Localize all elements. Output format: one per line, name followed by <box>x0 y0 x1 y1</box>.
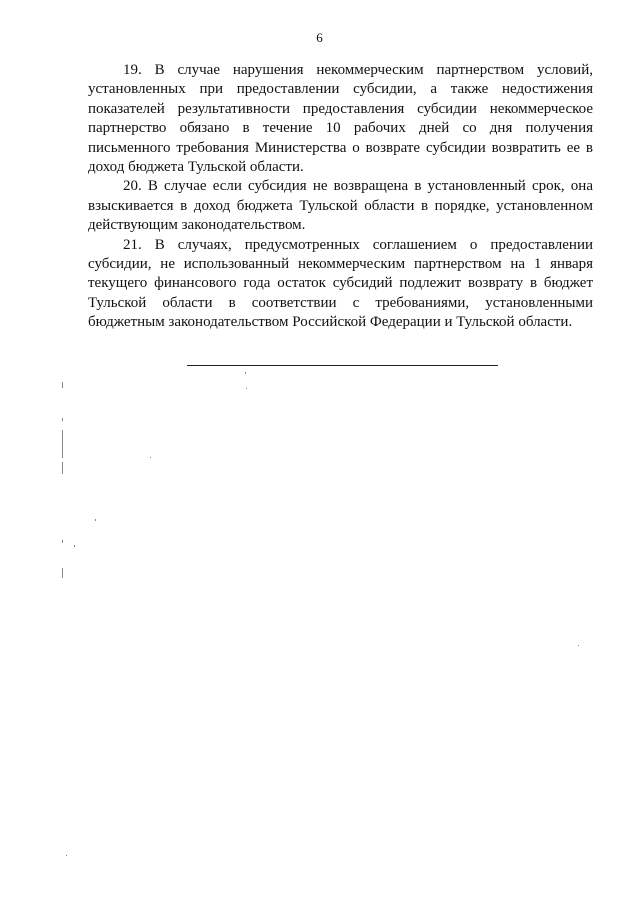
clause-21-paragraph: 21. В случаях, предусмотренных соглашением о предоставлении субсидии, не использованный некоммерческим партнерством на 1 января текущего финансового года остаток субсидий подлежит возврату в бюджет Тульской области в соответствии с требованиями, установленными бюджетным законодательством Российской Федерации и Тульской области. <box>88 236 593 331</box>
end-separator-line <box>187 365 498 366</box>
clause-20-paragraph: 20. В случае если субсидия не возвращена в установленный срок, она взыскивается в доход бюджета Тульской области в порядке, установленном действующим законодательством. <box>88 178 593 234</box>
scan-speck <box>66 855 67 856</box>
scan-speck <box>74 545 75 547</box>
scan-speck <box>95 519 96 521</box>
page-number: 6 <box>316 30 323 45</box>
scan-speck <box>62 462 63 474</box>
scan-speck <box>245 372 246 374</box>
scan-speck <box>62 382 63 388</box>
scan-speck <box>62 430 63 458</box>
scan-speck <box>578 645 579 646</box>
scan-speck <box>246 388 247 389</box>
scan-speck <box>62 418 63 421</box>
clause-19-paragraph: 19. В случае нарушения некоммерческим партнерством условий, установленных при предоставлении субсидии, а также недостижения показателей результативности предоставления субсидии некоммерческое партнерство обязано в течение 10 рабочих дней со дня получения письменного требования Министерства о возврате субсидии возвратить ее в доход бюджета Тульской области. <box>88 62 593 176</box>
scan-speck <box>62 540 63 543</box>
document-body <box>88 61 593 333</box>
scan-speck <box>62 568 63 578</box>
scan-speck <box>150 457 151 458</box>
